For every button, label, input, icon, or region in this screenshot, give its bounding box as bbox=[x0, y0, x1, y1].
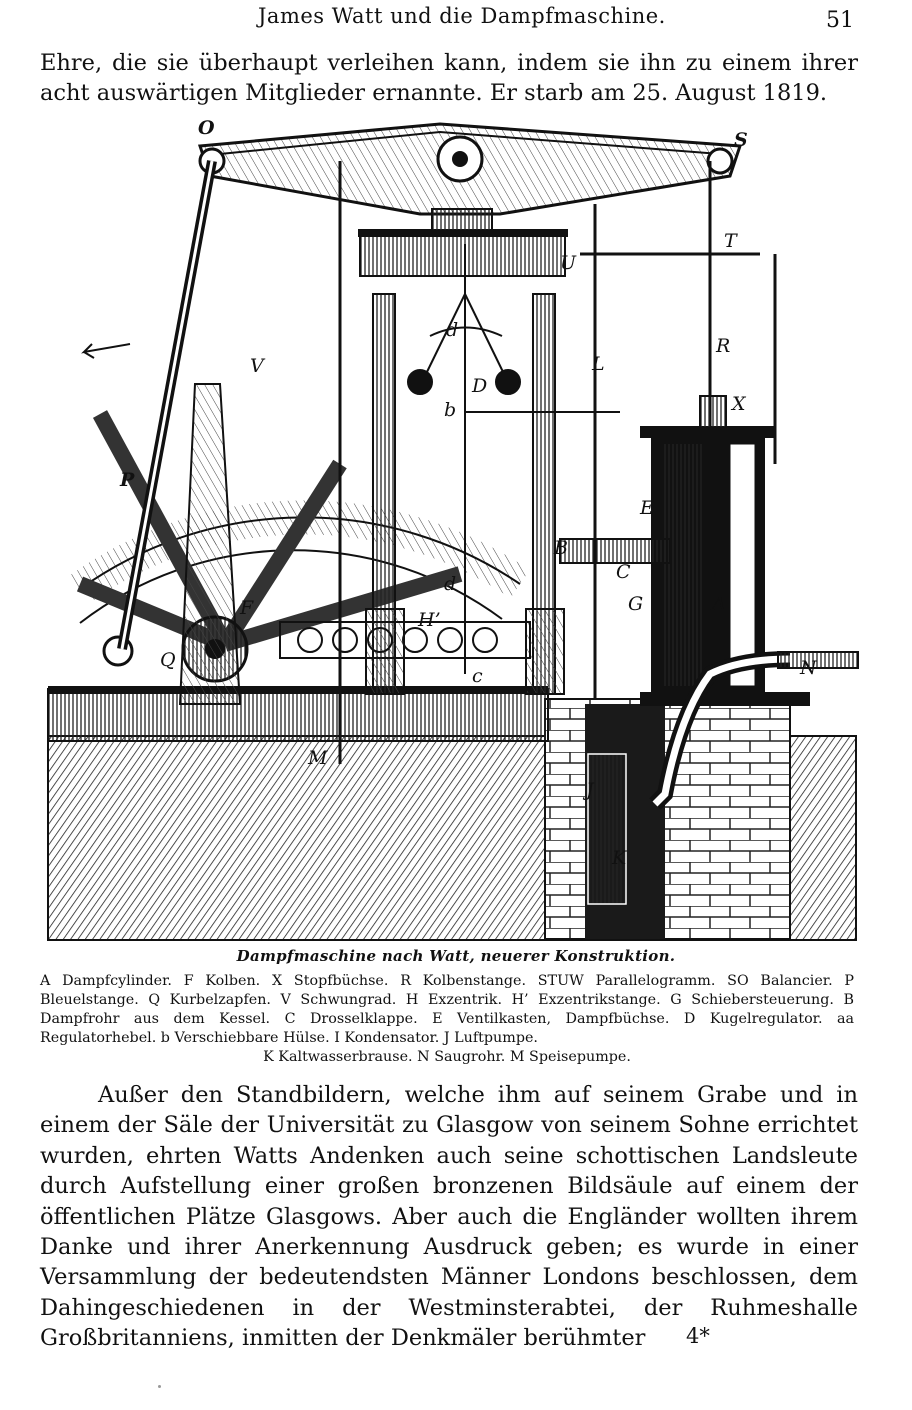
signature-mark: 4* bbox=[686, 1324, 710, 1348]
rotation-arrow bbox=[84, 344, 130, 358]
suction-pipe bbox=[778, 652, 858, 668]
air-pump bbox=[588, 754, 626, 904]
steam-engine-illustration bbox=[40, 114, 860, 944]
figure-caption-title: Dampfmaschine nach Watt, neuerer Konstruktion. bbox=[236, 947, 676, 965]
main-paragraph: Außer den Standbildern, welche ihm auf seinem Grabe und in einem der Säle der Universität zu Glasgow von seinem Sohne errichtet wurden, ehrten Watts Andenken auch seine schottischen Landsleute durch Aufstellung einer großen bronzenen Bildsäule auf einem der öffentlichen Plätze Glasgows. Aber auch die Engländer wollten ihrem Danke und ihrer Anerkennung Ausdruck geben; es wurde in einer Versammlung der bedeutendsten Männer Londons beschlossen, dem Dahingeschiedenen in der Westminsterabtei, der Ruhmeshalle Großbritanniens, inmitten der Denkmäler berühmter bbox=[40, 1082, 858, 1352]
label-P: P bbox=[120, 469, 135, 491]
label-T: T bbox=[724, 230, 737, 252]
label-b: b bbox=[444, 399, 457, 421]
label-G: G bbox=[628, 593, 644, 615]
label-d-mid: d bbox=[444, 573, 457, 595]
top-paragraph: Ehre, die sie überhaupt verleihen kann, indem sie ihn zu einem ihrer acht auswärtigen Mitglieder ernannte. Er starb am 25. August 1819. bbox=[40, 50, 858, 107]
bed-plate bbox=[48, 689, 548, 741]
label-X: X bbox=[732, 393, 746, 415]
running-head bbox=[0, 4, 912, 34]
running-title: James Watt und die Dampfmaschine. bbox=[258, 4, 666, 28]
beam bbox=[200, 124, 740, 231]
label-d-top: d bbox=[446, 319, 459, 341]
label-F: F bbox=[240, 597, 254, 619]
label-J: J bbox=[586, 779, 594, 801]
brick-pit bbox=[545, 699, 790, 939]
steam-pipe bbox=[560, 539, 670, 563]
label-H-prime: H’ bbox=[418, 609, 441, 631]
label-M: M bbox=[308, 747, 328, 769]
label-S: S bbox=[734, 129, 748, 151]
label-O: O bbox=[198, 117, 215, 139]
figure-legend-last-line: K Kaltwasserbrause. N Saugrohr. M Speisepumpe. bbox=[263, 1049, 631, 1065]
label-R: R bbox=[716, 335, 731, 357]
label-U: U bbox=[560, 252, 577, 274]
label-N: N bbox=[800, 657, 817, 679]
label-E: E bbox=[640, 497, 654, 519]
label-L: L bbox=[592, 353, 605, 375]
label-K: K bbox=[612, 847, 627, 869]
label-C: C bbox=[616, 561, 631, 583]
margin-dot bbox=[158, 1385, 161, 1388]
page-number: 51 bbox=[826, 8, 854, 33]
figure-legend bbox=[40, 972, 854, 1067]
figure-legend-text: A Dampfcylinder. F Kolben. X Stopfbüchse. R Kolbenstange. STUW Parallelogramm. SO Balancier. P Bleuelstange. Q Kurbelzapfen. V Schwungrad. H Exzentrik. H’ Exzentrikstange. G Schiebersteuerung. B Dampfrohr aus dem Kessel. C Drosselklappe. E Ventilkasten, Dampfbüchse. D Kugelregulator. aa Regulatorhebel. b Verschiebbare Hülse. I Kondensator. J Luftpumpe. bbox=[40, 973, 854, 1046]
label-B: B bbox=[554, 537, 568, 559]
label-V: V bbox=[250, 355, 264, 377]
label-Q: Q bbox=[160, 649, 176, 671]
label-D: D bbox=[472, 375, 488, 397]
label-A: A bbox=[712, 593, 726, 615]
label-c: c bbox=[472, 665, 483, 687]
